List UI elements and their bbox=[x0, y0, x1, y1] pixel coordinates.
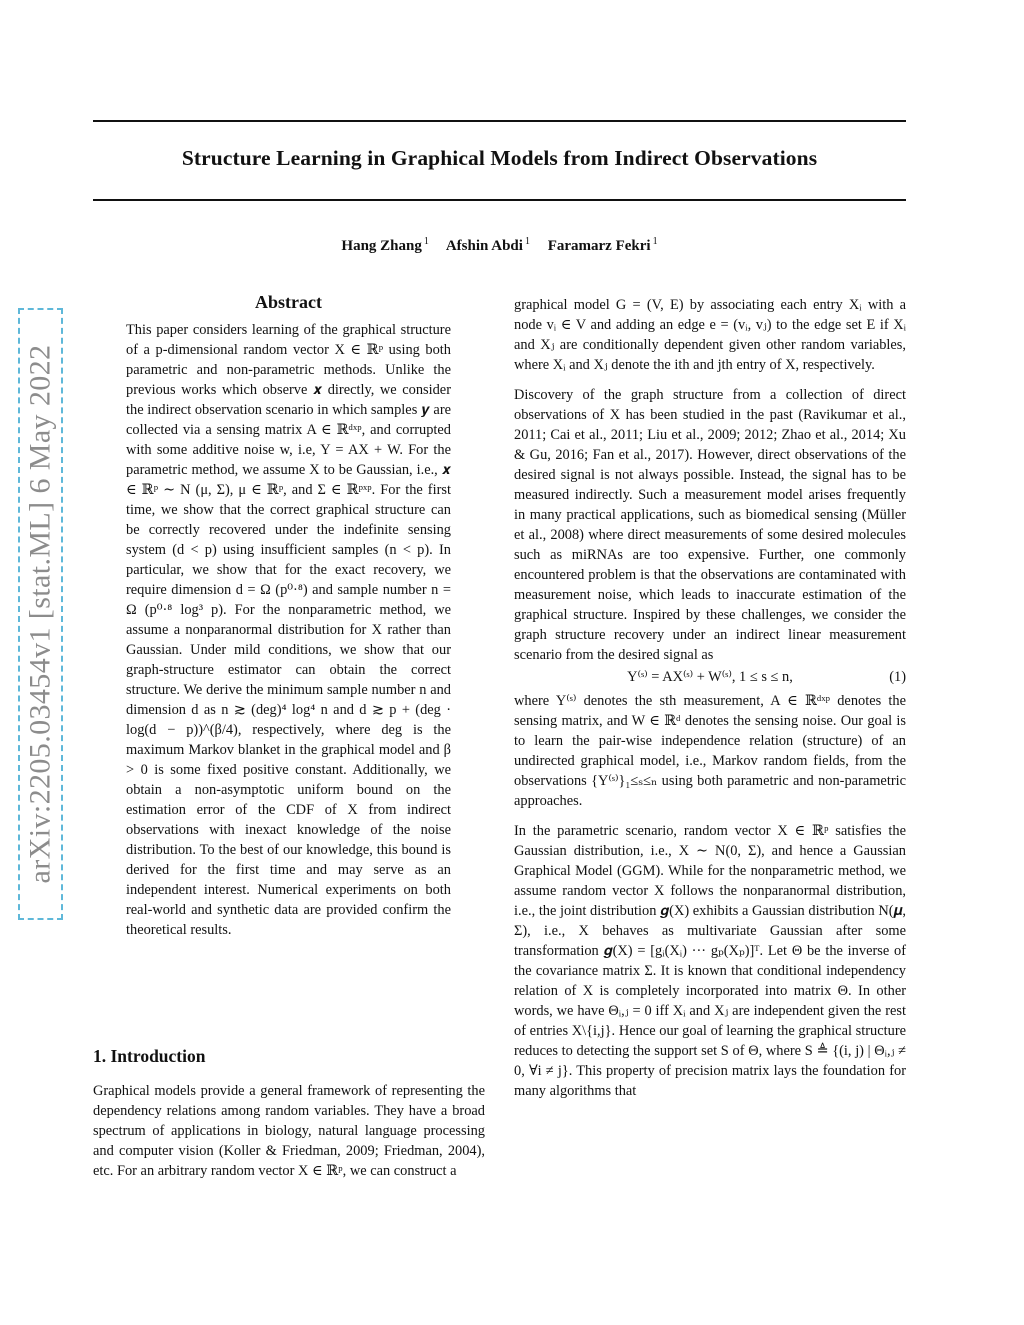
equation-number: (1) bbox=[889, 669, 906, 685]
intro-paragraph: In the parametric scenario, random vector X ∈ ℝᵖ satisfies the Gaussian distribution, i.e., X ∼ N(0, Σ), and hence a Gaussian Graphical Model (GGM). While for the nonparametric method, we assume random vector X follows the nonparanormal distribution, i.e., the joint distribution 𝒈(X) exhibits a Gaussian distribution N(𝝁, Σ), i.e., X behaves as multivariate Gaussian after some transformation 𝒈(X) = [gᵢ(Xᵢ) ··· gₚ(Xₚ)]ᵀ. Let Θ be the inverse of the covariance matrix Σ. It is known that conditional independency relation of X is completely incorporated into matrix Θ. In other words, we have Θᵢ,ⱼ = 0 iff Xᵢ and Xⱼ are independent given the rest of entries X\{i,j}. Hence our goal of learning the graphical structure reduces to detecting the support set S of Θ, where S ≜ {(i, j) | Θᵢ,ⱼ ≠ 0, ∀i ≠ j}. This property of precision matrix lays the foundation for many algorithms that bbox=[514, 823, 906, 1099]
intro-paragraph: Discovery of the graph structure from a collection of direct observations of X has been studied in the past (Ravikumar et al., 2011; Cai et al., 2011; Liu et al., 2009; 2012; Zhao et al., 2014; Xu & Gu, 2016; Fan et al., 2017). However, direct observations of the desired signal is not always possible. Instead, the signal has to be measured indirectly. Such a measurement model arises frequently in many practical applications, such as biomedical sensing (Müller et al., 2008) where direct measurements of some desired molecules such as miRNAs are too expensive. Further, one commonly encountered problem is that the observations are contaminated with measurement noise, which leads to inaccurate estimation of the graphical structure. Inspired by these challenges, we consider the graph structure recovery under an indirect linear measurement scenario from the desired signal as bbox=[514, 387, 906, 663]
arxiv-id: arXiv:2205.03454v1 [stat.ML] 6 May 2022 bbox=[23, 344, 57, 884]
author-affiliation: 1 bbox=[423, 236, 429, 247]
author-name: Faramarz Fekri bbox=[547, 238, 651, 254]
author-affiliation: 1 bbox=[524, 236, 530, 247]
author-list bbox=[93, 236, 906, 255]
intro-paragraph: where Y⁽ˢ⁾ denotes the sth measurement, A ∈ ℝᵈˣᵖ denotes the sensing matrix, and W ∈ ℝᵈ denotes the sensing noise. Our goal is to learn the pair-wise independence relation (structure) of an undirected graphical model, i.e., Markov random fields, from the observations {Y⁽ˢ⁾}₁≤ₛ≤ₙ using both parametric and non-parametric approaches. bbox=[514, 693, 906, 809]
author-name: Afshin Abdi bbox=[445, 238, 523, 254]
abstract-heading: Abstract bbox=[255, 292, 322, 312]
author-name: Hang Zhang bbox=[341, 238, 422, 254]
abstract-text: This paper considers learning of the graphical structure of a p-dimensional random vector X ∈ ℝᵖ using both parametric and non-parametric methods. Unlike the previous works which observe 𝒙 directly, we consider the indirect observation scenario in which samples 𝒚 are collected via a sensing matrix A ∈ ℝᵈˣᵖ, and corrupted with some additive noise w, i.e, Y = AX + W. For the parametric method, we assume X to be Gaussian, i.e., 𝒙 ∈ ℝᵖ ∼ N (μ, Σ), μ ∈ ℝᵖ, and Σ ∈ ℝᵖˣᵖ. For the first time, we show that the correct graphical structure can be correctly recovered under the indefinite sensing system (d < p) using insufficient samples (n < p). In particular, we show that for the exact recovery, we require dimension d = Ω (p⁰·⁸) and sample number n = Ω (p⁰·⁸ log³ p). For the nonparametric method, we assume a nonparanormal distribution for X rather than Gaussian. Under mild conditions, we show that our graph-structure estimator can obtain the correct structure. We derive the minimum sample number n and dimension d as n ≳ (deg)⁴ log⁴ n and d ≳ p + (deg · log(d − p))^(β/4), respectively, where deg is the maximum Markov blanket in the graphical model and β > 0 is some fixed positive constant. Additionally, we obtain a non-asymptotic uniform bound on the estimation error of the CDF of X from indirect observations with inexact knowledge of the noise distribution. To the best of our knowledge, this bound is derived for the first time and may serve as an independent interest. Numerical experiments on both real-world and synthetic data are provided confirm the theoretical results. bbox=[126, 322, 451, 938]
intro-paragraph: graphical model G = (V, E) by associating each entry Xᵢ with a node vᵢ ∈ V and adding an edge e = (vᵢ, vⱼ) to the edge set E if Xᵢ and Xⱼ are conditionally dependent given other random variables, where Xᵢ and Xⱼ denote the ith and jth entry of X, respectively. bbox=[514, 297, 906, 373]
abstract-body bbox=[126, 320, 451, 940]
paper-title: Structure Learning in Graphical Models from Indirect Observations bbox=[181, 146, 818, 170]
top-rule bbox=[93, 120, 906, 122]
intro-right-column bbox=[514, 295, 906, 1101]
arxiv-stamp bbox=[18, 308, 63, 920]
equation-1 bbox=[514, 667, 906, 687]
equation-body: Y⁽ˢ⁾ = AX⁽ˢ⁾ + W⁽ˢ⁾, 1 ≤ s ≤ n, bbox=[627, 669, 793, 685]
intro-paragraph: Graphical models provide a general framework of representing the dependency relations among random variables. They have a broad spectrum of applications in biology, natural language processing and computer vision (Koller & Friedman, 2009; Friedman, 2004), etc. For an arbitrary random vector X ∈ ℝᵖ, we can construct a bbox=[93, 1083, 485, 1179]
section-heading-introduction: 1. Introduction bbox=[93, 1046, 206, 1066]
author-affiliation: 1 bbox=[652, 236, 658, 247]
bottom-title-rule bbox=[93, 199, 906, 201]
intro-left-column bbox=[93, 1081, 485, 1181]
